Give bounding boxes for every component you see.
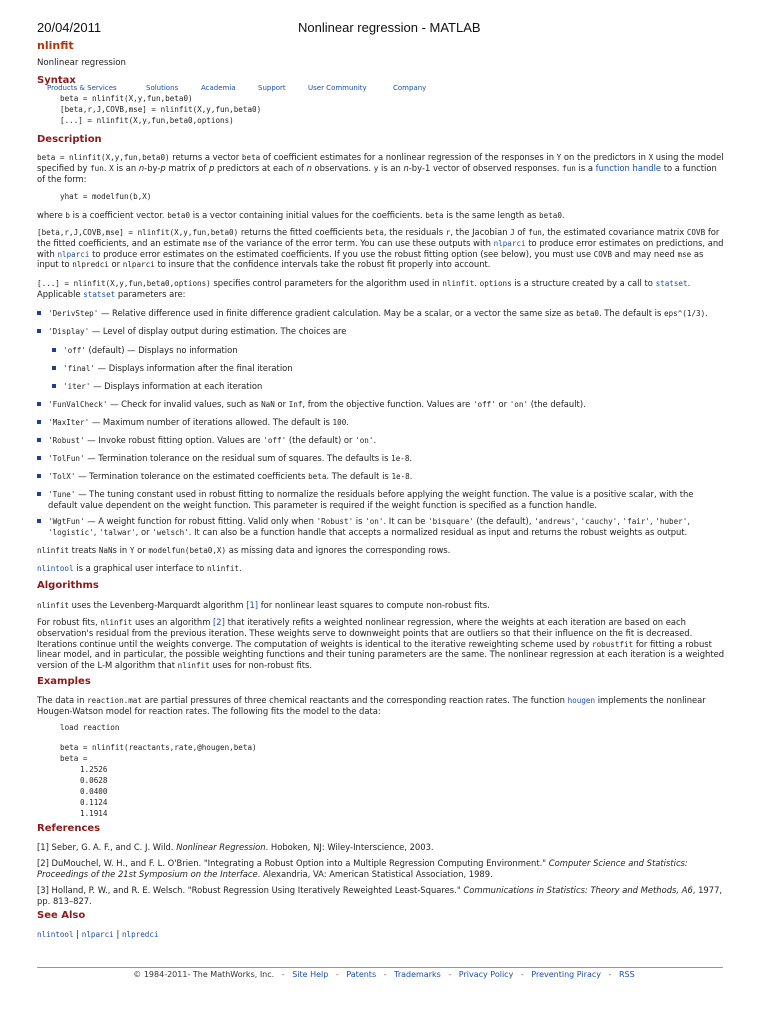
print-title: Nonlinear regression - MATLAB [298, 20, 481, 35]
description-paragraph-1: beta = nlinfit(X,y,fun,beta0) returns a vector beta of coefficient estimates for a nonlinear regression of the responses in Y on the predictors in X using the model specified by fun. X is an n-by-p matrix of p predictors at each of n observations. y is an n-by-1 vector of observed responses. fun is a function handle to a function of the form: [37, 152, 724, 184]
example-code-beta: beta = [60, 754, 88, 763]
description-paragraph-2: where b is a coefficient vector. beta0 is a vector containing initial values for the coefficients. beta is the same length as beta0. [37, 210, 565, 220]
reference-2-link[interactable]: [2] [213, 617, 225, 627]
nav-support[interactable]: Support [258, 84, 286, 92]
example-code-fit: beta = nlinfit(reactants,rate,@hougen,beta) [60, 743, 257, 752]
algorithms-paragraph-1: nlinfit uses the Levenberg-Marquardt algorithm [1] for nonlinear least squares to compute non-robust fits. [37, 600, 490, 610]
nav-company[interactable]: Company [393, 84, 427, 92]
see-also-nlpredci-link[interactable]: nlpredci [121, 930, 159, 939]
syntax-line-1: beta = nlinfit(X,y,fun,beta0) [60, 94, 193, 103]
statset-link-1[interactable]: statset [655, 279, 688, 288]
description-paragraph-5: nlinfit treats NaNs in Y or modelfun(beta0,X) as missing data and ignores the corresponding rows. [37, 545, 451, 555]
syntax-line-2: [beta,r,J,COVB,mse] = nlinfit(X,y,fun,beta0) [60, 105, 262, 114]
beta-value: 0.0400 [80, 787, 108, 796]
footer-link-site-help[interactable]: Site Help [292, 970, 329, 979]
nav-solutions[interactable]: Solutions [146, 84, 179, 92]
examples-paragraph: The data in reaction.mat are partial pressures of three chemical reactants and the corresponding reaction rates. The function hougen implements the nonlinear Hougen-Watson model for reaction rates. The following fits the model to the data: [37, 695, 706, 716]
footer-link-preventing-piracy[interactable]: Preventing Piracy [531, 970, 601, 979]
beta-value: 0.0628 [80, 776, 108, 785]
bullet-icon [37, 329, 41, 333]
function-subtitle: Nonlinear regression [37, 58, 126, 68]
reference-1-link[interactable]: [1] [246, 600, 259, 610]
nav-user-community[interactable]: User Community [308, 84, 367, 92]
bullet-icon [37, 474, 41, 478]
description-paragraph-4: [...] = nlinfit(X,y,fun,beta0,options) specifies control parameters for the algorithm used in nlinfit. options is a structure created by a call to statset. Applicable statset parameters are: [37, 278, 691, 299]
bullet-icon [52, 384, 56, 388]
description-paragraph-3: [beta,r,J,COVB,mse] = nlinfit(X,y,fun,beta0) returns the fitted coefficients beta, the residuals r, the Jacobian J of fun, the estimated covariance matrix COVB for the fitted coefficients, and an estimate mse of the variance of the error term. You can use these outputs with nlparci to produce error estimates on predictions, and with nlparci to produce error estimates on the estimated coefficients. If you use the robust fitting option (see below), you must use COVB and may need mse as input to nlpredci or nlparci to insure that the confidence intervals take the robust fit properly into account. [37, 227, 724, 270]
footer-link-rss[interactable]: RSS [618, 970, 635, 979]
nlparci-link-1[interactable]: nlparci [493, 238, 526, 248]
example-code-load: load reaction [60, 723, 120, 732]
function-name: nlinfit [37, 39, 74, 52]
bullet-icon [37, 438, 41, 442]
bullet-icon [52, 348, 56, 352]
footer-link-trademarks[interactable]: Trademarks [394, 970, 441, 979]
footer-divider [37, 967, 723, 968]
description-paragraph-6: nlintool is a graphical user interface to nlinfit. [37, 563, 242, 573]
nlintool-link[interactable]: nlintool [37, 564, 74, 573]
beta-value: 1.2526 [80, 765, 108, 774]
bullet-icon [37, 420, 41, 424]
bullet-icon [37, 402, 41, 406]
statset-link-2[interactable]: statset [83, 289, 116, 299]
function-handle-link[interactable]: function handle [595, 162, 662, 173]
see-also-links: nlintool | nlparci | nlpredci [37, 929, 159, 939]
description-heading: Description [37, 134, 102, 145]
reference-1: [1] Seber, G. A. F., and C. J. Wild. Nonlinear Regression. Hoboken, NJ: Wiley-Interscience, 2003. [37, 842, 434, 852]
page: 20/04/2011 Nonlinear regression - MATLAB nlinfit Nonlinear regression Products & Services Solutions Academia Support User Community Company Syntax beta = nlinfit(X,y,fun,beta0) [beta,r,J,COVB,mse] = nlinfit(X,y,fun,beta0) [...] = nlinfit(X,y,fun,beta0,options) Description beta = nlinfit(X,y,fun,beta0) returns a vector beta of coefficient estimates for a nonlinear regression of the responses in Y on the predictors in X using the model specified by fun. X is an n-by-p matrix of p predictors at each of n observations. y is an n-by-1 vector of observed responses. fun is a function handle to a function of the form: yhat = modelfun(b,X) where b is a coefficient vector. beta0 is a vector containing initial values for the coefficients. beta is the same length as beta0. [beta,r,J,COVB,mse] = nlinfit(X,y,fun,beta0) returns the fitted coefficients beta, the residuals r, the Jacobian J of fun, the estimated covariance matrix COVB for the fitted coefficients, and an estimate mse of the variance of the error term. You can use these outputs with nlparci to produce error estimates on predictions, and with nlparci to produce error estimates on the estimated coefficients. If you use the robust fitting option (see below), you must use COVB and may need mse as input to nlpredci or nlparci to insure that the confidence intervals take the robust fit properly into account. [...] = nlinfit(X,y,fun,beta0,options) specifies control parameters for the algorithm used in nlinfit. options is a structure created by a call to statset. Applicable statset parameters are: 'DerivStep' — Relative difference used in finite difference gradient calculation. May be a scalar, or a vector the same size as beta0. The default is eps^(1/3). 'Display' — Level of display output during estimation. The choices are 'off' (default) — Displays no information 'final' — Displays information after the final iteration 'iter' — Displays information at each iteration 'FunValCheck' — Check for invalid values, such as NaN or Inf, from the objective function. Values are 'off' or 'on' (the default). 'MaxIter' — Maximum number of iterations allowed. The default is 100. 'Robust' — Invoke robust fitting option. Values are 'off' (the default) or 'on'. 'TolFun' — Termination tolerance on the residual sum of squares. The defaults is 1e-8. 'TolX' — Termination tolerance on the estimated coefficients beta. The default is 1e-8. 'Tune' — The tuning constant used in robust fitting to normalize the residuals before applying the weight function. The value is a positive scalar, with the default value dependent on the weight function. This parameter is required if the weight function is specified as a function handle. 'WgtFun' — A weight function for robust fitting. Valid only when 'Robust' is 'on'. It can be 'bisquare' (the default), 'andrews', 'cauchy', 'fair', 'huber', 'logistic', 'talwar', or 'welsch'. It can also be a function handle that accepts a normalized residual as input and returns the robust weights as output. nlinfit treats NaNs in Y or modelfun(beta0,X) as missing data and ignores the corresponding rows. nlintool is a graphical user interface to nlinfit. Algorithms nlinfit uses the Levenberg-Marquardt algorithm [1] for nonlinear least squares to compute non-robust fits. For robust fits, nlinfit uses an algorithm [2] that iteratively refits a weighted nonlinear regression, where the weights at each iteration are based on each observation's residual from the previous iteration. These weights serve to downweight points that are outliers so that their influence on the fit is decreased. Iterations continue until the weights converge. The computation of weights is identical to the iterative reweighting scheme used by robustfit for fitting a robust linear model, and in particular, the possible weighting functions and their tuning parameters are the same. The nonlinear regression at each iteration is a weighted version of the L-M algorithm that nlinfit uses for non-robust fits. Examples The data in reaction.mat are partial pressures of three chemical reactants and the corresponding reaction rates. The function hougen implements the nonlinear Hougen-Watson model for reaction rates. The following fits the model to the data: load reaction beta = nlinfit(reactants,rate,@hougen,beta) beta = 1.2526 0.0628 0.0400 0.1124 1.1914 References [1] Seber, G. A. F., and C. J. Wild. Nonlinear Regression. Hoboken, NJ: Wiley-Interscience, 2003. [2] DuMouchel, W. H., and F. L. O'Brien. "Integrating a Robust Option into a Multiple Regression Computing Environment." Computer Science and Statistics: Proceedings of the 21st Symposium on the Interface. Alexandria, VA: American Statistical Association, 1989. [3] Holland, P. W., and R. E. Welsch. "Robust Regression Using Iteratively Reweighted Least-Squares." Communications in Statistics: Theory and Methods, A6, 1977, pp. 813–827. See Also nlintool | nlparci | nlpredci © 1984-2011- The MathWorks, Inc. - Site Help - Patents - Trademarks - Privacy Policy - Preventing Piracy - RSS [0, 0, 768, 1024]
bullet-icon [37, 456, 41, 460]
bullet-icon [37, 492, 41, 496]
nlparci-link-2[interactable]: nlparci [57, 249, 90, 259]
reference-2: [2] DuMouchel, W. H., and F. L. O'Brien. "Integrating a Robust Option into a Multiple Regression Computing Environment." Computer Science and Statistics: Proceedings of the 21st Symposium on the Interface. Alexandria, VA: American Statistical Association, 1989. [37, 858, 688, 879]
syntax-line-3: [...] = nlinfit(X,y,fun,beta0,options) [60, 116, 234, 125]
yhat-code: yhat = modelfun(b,X) [60, 192, 152, 201]
reference-3: [3] Holland, P. W., and R. E. Welsch. "Robust Regression Using Iteratively Reweighted Least-Squares." Communications in Statistics: Theory and Methods, A6, 1977, pp. 813–827. [37, 885, 723, 906]
examples-heading: Examples [37, 676, 91, 687]
hougen-link[interactable]: hougen [567, 696, 596, 705]
see-also-heading: See Also [37, 910, 86, 921]
footer-link-patents[interactable]: Patents [346, 970, 377, 979]
syntax-heading: Syntax [37, 75, 76, 86]
algorithms-paragraph-2: For robust fits, nlinfit uses an algorithm [2] that iteratively refits a weighted nonlinear regression, where the weights at each iteration are based on each observation's residual from the previous iteration. These weights serve to downweight points that are outliers so that their influence on the fit is decreased. Iterations continue until the weights converge. The computation of weights is identical to the iterative reweighting scheme used by robustfit for fitting a robust linear model, and in particular, the possible weighting functions and their tuning parameters are the same. The nonlinear regression at each iteration is a weighted version of the L-M algorithm that nlinfit uses for non-robust fits. [37, 617, 725, 670]
nav-academia[interactable]: Academia [201, 84, 236, 92]
bullet-icon [52, 366, 56, 370]
beta-value: 1.1914 [80, 809, 108, 818]
see-also-nlintool-link[interactable]: nlintool [37, 930, 74, 939]
footer: © 1984-2011- The MathWorks, Inc. - Site Help - Patents - Trademarks - Privacy Policy - Preventing Piracy - RSS [133, 970, 635, 979]
bullet-icon [37, 311, 41, 315]
copyright: © 1984-2011- The MathWorks, Inc. [133, 970, 275, 979]
references-heading: References [37, 823, 101, 834]
footer-link-privacy-policy[interactable]: Privacy Policy [458, 970, 514, 979]
see-also-nlparci-link[interactable]: nlparci [81, 930, 114, 939]
print-date: 20/04/2011 [37, 20, 102, 35]
nav-products[interactable]: Products & Services [47, 84, 117, 92]
algorithms-heading: Algorithms [37, 580, 99, 591]
bullet-icon [37, 519, 41, 523]
beta-value: 0.1124 [80, 798, 108, 807]
